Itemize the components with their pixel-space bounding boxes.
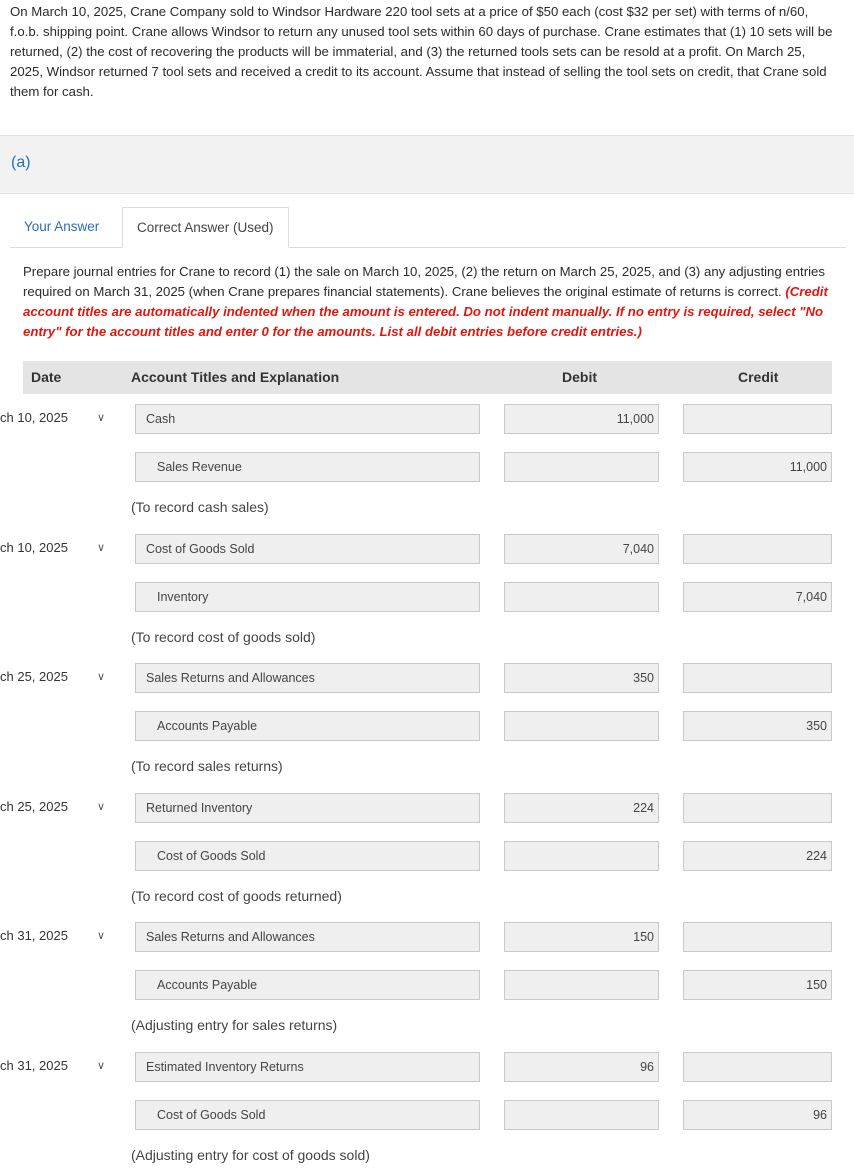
debit-amount-field-empty[interactable]: [504, 711, 659, 741]
debit-amount-field[interactable]: 350: [504, 663, 659, 693]
debit-amount-field[interactable]: 96: [504, 1052, 659, 1082]
date-select[interactable]: [0, 926, 112, 946]
tab-your-answer[interactable]: Your Answer: [24, 219, 100, 234]
debit-amount-field-empty[interactable]: [504, 582, 659, 612]
credit-amount-field-empty[interactable]: [683, 404, 832, 434]
instructions-note: (Credit account titles are automatically indented when the amount is entered. Do not indent manually. If no entry is required, select "No entry" for the account titles and enter 0 for the amounts. List all debit entries before credit entries.): [23, 284, 828, 339]
debit-amount-field[interactable]: 11,000: [504, 404, 659, 434]
credit-amount-field[interactable]: 150: [683, 970, 832, 1000]
debit-amount-field-empty[interactable]: [504, 452, 659, 482]
date-value: ch 31, 2025: [0, 928, 68, 943]
credit-amount-field-empty[interactable]: [683, 1052, 832, 1082]
credit-amount-field[interactable]: 350: [683, 711, 832, 741]
date-value: ch 25, 2025: [0, 799, 68, 814]
credit-amount-field[interactable]: 96: [683, 1100, 832, 1130]
debit-amount-field[interactable]: 224: [504, 793, 659, 823]
debit-amount-field[interactable]: 150: [504, 922, 659, 952]
debit-amount-field-empty[interactable]: [504, 970, 659, 1000]
credit-account-field[interactable]: Accounts Payable: [135, 711, 480, 741]
debit-amount-field-empty[interactable]: [504, 841, 659, 871]
credit-amount-field-empty[interactable]: [683, 534, 832, 564]
date-select[interactable]: [0, 797, 112, 817]
tab-correct-answer[interactable]: Correct Answer (Used): [122, 207, 289, 248]
debit-amount-field-empty[interactable]: [504, 1100, 659, 1130]
credit-account-field[interactable]: Inventory: [135, 582, 480, 612]
chevron-down-icon: ∨: [97, 801, 106, 813]
entry-explanation: (Adjusting entry for sales returns): [131, 1017, 338, 1033]
date-value: ch 10, 2025: [0, 540, 68, 555]
entry-explanation: (Adjusting entry for cost of goods sold): [131, 1147, 370, 1163]
debit-account-field[interactable]: Cash: [135, 404, 480, 434]
credit-account-field[interactable]: Accounts Payable: [135, 970, 480, 1000]
credit-amount-field[interactable]: 7,040: [683, 582, 832, 612]
debit-account-field[interactable]: Sales Returns and Allowances: [135, 663, 480, 693]
date-value: ch 10, 2025: [0, 410, 68, 425]
answer-tabs: [10, 207, 846, 248]
entry-explanation: (To record cash sales): [131, 499, 269, 515]
instructions-text: Prepare journal entries for Crane to record (1) the sale on March 10, 2025, (2) the return on March 25, 2025, and (3) any adjusting entries required on March 31, 2025 (when Crane prepares financial statements). Crane believes the original estimate of returns is correct.: [23, 264, 825, 299]
credit-amount-field-empty[interactable]: [683, 663, 832, 693]
date-select[interactable]: [0, 1056, 112, 1076]
debit-account-field[interactable]: Sales Returns and Allowances: [135, 922, 480, 952]
chevron-down-icon: ∨: [97, 412, 106, 424]
credit-amount-field[interactable]: 11,000: [683, 452, 832, 482]
debit-account-field[interactable]: Cost of Goods Sold: [135, 534, 480, 564]
header-account: Account Titles and Explanation: [131, 369, 340, 385]
problem-statement: On March 10, 2025, Crane Company sold to Windsor Hardware 220 tool sets at a price of $50 each (cost $32 per set) with terms of n/60, f.o.b. shipping point. Crane allows Windsor to return any unused tool sets within 60 days of purchase. Crane estimates that (1) 10 sets will be returned, (2) the cost of recovering the products will be immaterial, and (3) the returned tools sets can be resold at a profit. On March 25, 2025, Windsor returned 7 tool sets and received a credit to its account. Assume that instead of selling the tool sets on credit, that Crane sold them for cash.: [10, 4, 833, 99]
date-select[interactable]: [0, 667, 112, 687]
debit-account-field[interactable]: Estimated Inventory Returns: [135, 1052, 480, 1082]
table-header: [23, 361, 832, 394]
header-date: Date: [31, 369, 62, 385]
chevron-down-icon: ∨: [97, 930, 106, 942]
instructions: [23, 262, 835, 342]
chevron-down-icon: ∨: [97, 542, 106, 554]
header-debit: Debit: [562, 369, 597, 385]
credit-amount-field-empty[interactable]: [683, 922, 832, 952]
date-value: ch 31, 2025: [0, 1058, 68, 1073]
credit-amount-field[interactable]: 224: [683, 841, 832, 871]
credit-account-field[interactable]: Cost of Goods Sold: [135, 1100, 480, 1130]
entry-explanation: (To record cost of goods returned): [131, 888, 342, 904]
date-select[interactable]: [0, 538, 112, 558]
credit-account-field[interactable]: Cost of Goods Sold: [135, 841, 480, 871]
debit-amount-field[interactable]: 7,040: [504, 534, 659, 564]
chevron-down-icon: ∨: [97, 1060, 106, 1072]
entry-explanation: (To record cost of goods sold): [131, 629, 316, 645]
credit-amount-field-empty[interactable]: [683, 793, 832, 823]
part-label: (a): [11, 154, 31, 171]
date-select[interactable]: [0, 408, 112, 428]
entry-explanation: (To record sales returns): [131, 758, 283, 774]
header-credit: Credit: [738, 369, 779, 385]
part-header-bar: [0, 135, 854, 194]
debit-account-field[interactable]: Returned Inventory: [135, 793, 480, 823]
credit-account-field[interactable]: Sales Revenue: [135, 452, 480, 482]
date-value: ch 25, 2025: [0, 669, 68, 684]
chevron-down-icon: ∨: [97, 671, 106, 683]
